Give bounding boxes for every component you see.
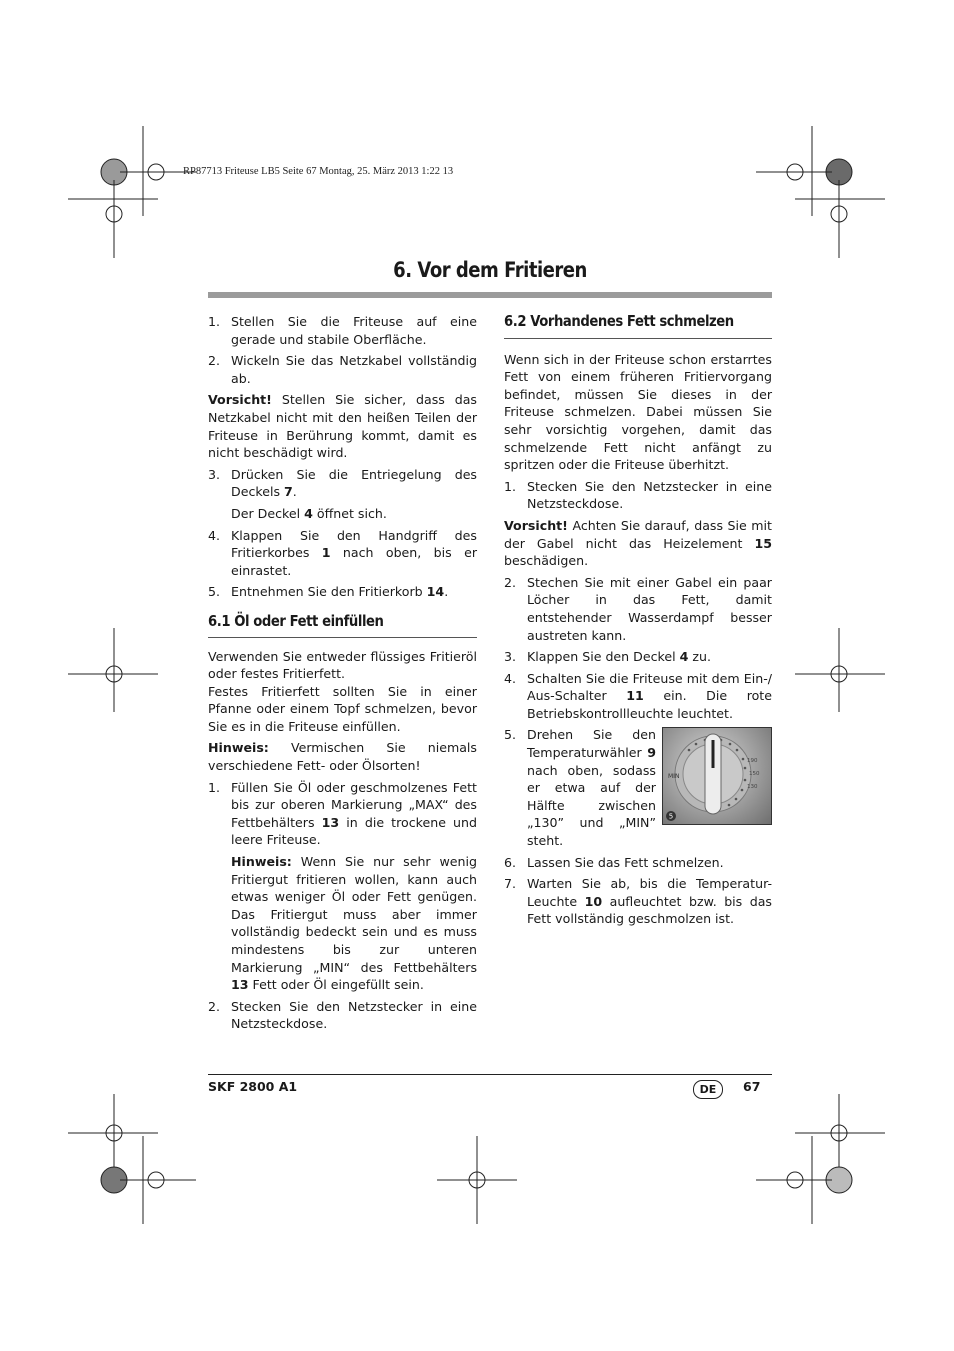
steps-basket [208,527,477,601]
caution-heating-element: Vorsicht! Achten Sie darauf, dass Sie mit der Gabel nicht das Heizelement 15 beschädigen. [504,517,772,569]
list-item: 5. Entnehmen Sie den Fritierkorb 14. [208,584,449,600]
list-item: 2. Stecken Sie den Netzstecker in eine Netzsteckdose. [208,998,477,1032]
dial-150-label: 150 [749,771,760,778]
steps-fill [208,779,477,849]
title-bar [208,292,772,298]
page-title: 6. Vor dem Fritieren [393,258,587,282]
steps-melt-a [504,478,772,513]
language-badge: DE [693,1080,723,1099]
right-column [504,313,772,932]
list-item: 3. Klappen Sie den Deckel 4 zu. [504,649,712,665]
note-fill-amount: Hinweis: Wenn Sie nur sehr wenig Fritiergut fritieren wollen, kann auch etwas weniger Öl oder Fett genügen. Das Fritiergut muss aber immer vollständig bedeckt sein und es muss mindestens bis zur unteren Markierung „MIN“ des Fettbehälters 13 Fett oder Öl eingefüllt sein. [231,854,477,993]
dial-min-label: MIN [668,773,680,781]
list-item: 1. Stellen Sie die Friteuse auf eine gerade und stabile Oberfläche. [208,314,477,347]
steps-melt-b [504,574,772,928]
note-mixing: Hinweis: Vermischen Sie niemals verschiedene Fett- oder Ölsorten! [208,740,477,774]
footer-rule [208,1074,772,1075]
list-item: 1. Stecken Sie den Netzstecker in eine Netzsteckdose. [504,478,772,512]
paragraph: Wenn sich in der Friteuse schon erstarrtes Fett von einem früheren Fritiervorgang befindet, müssen Sie dieses in der Friteuse schmelzen. Dabei müssen Sie sehr vorsichtig vorgehen, damit das schmelzende Fett nicht anfängt zu spritzen oder die Friteuse überhitzt. [504,351,772,473]
section-heading-6-2: 6.2 Vorhandenes Fett schmelzen [504,313,772,339]
list-item: 6. Lassen Sie das Fett schmelzen. [504,854,724,870]
left-column [208,313,477,1037]
steps-prepare [208,313,477,387]
list-item: 7. Warten Sie ab, bis die Temperatur-Leuchte 10 aufleuchtet bzw. bis das Fett vollständig geschmolzen ist. [504,876,772,927]
section-heading-6-1: 6.1 Öl oder Fett einfüllen [208,613,477,638]
figure-number: 5 [668,812,674,821]
dial-130-label: 130 [747,784,758,791]
list-item: 2. Wickeln Sie das Netzkabel vollständig ab. [208,353,477,386]
steps-lid [208,466,477,501]
model-number: SKF 2800 A1 [208,1079,298,1094]
list-item: 4. Schalten Sie die Friteuse mit dem Ein-/ Aus-Schalter 11 ein. Die rote Betriebskontrollleuchte leuchtet. [504,670,772,721]
print-info: RP87713 Friteuse LB5 Seite 67 Montag, 25. März 2013 1:22 13 [183,166,454,177]
paragraph: Festes Fritierfett sollten Sie in einer Pfanne oder einem Topf schmelzen, bevor Sie es in die Friteuse einfüllen. [208,683,477,734]
caution-cable: Vorsicht! Stellen Sie sicher, dass das Netzkabel nicht mit den heißen Teilen der Friteuse in Berührung kommt, damit es nicht beschädigt wird. [208,392,477,461]
list-item: 4. Klappen Sie den Handgriff des Fritierkorbes 1 nach oben, bis er einrastet. [208,527,477,578]
paragraph: Verwenden Sie entweder flüssiges Fritieröl oder festes Fritierfett. [208,648,477,682]
list-item: 5. MIN 190 150 130 5 Drehen Sie den Temperaturwähler 9 nach oben, sodass er etwa auf der Hälfte zwischen „130” und „MIN” steht. [504,726,772,849]
list-item: 3. Drücken Sie die Entriegelung des Deckels 7. [208,466,477,500]
temperature-dial-photo [662,727,772,825]
page-number: 67 [743,1079,761,1094]
list-item: 1. Füllen Sie Öl oder geschmolzenes Fett bis zur oberen Markierung „MAX“ des Fettbehälters 13 in die trockene und leere Friteuse. [208,779,477,848]
list-item: 2. Stechen Sie mit einer Gabel ein paar Löcher in das Fett, damit entstehender Wasserdampf besser austreten kann. [504,574,772,643]
step3-result: Der Deckel 4 öffnet sich. [231,505,387,521]
dial-190-label: 190 [747,758,758,765]
steps-plug [208,998,477,1033]
